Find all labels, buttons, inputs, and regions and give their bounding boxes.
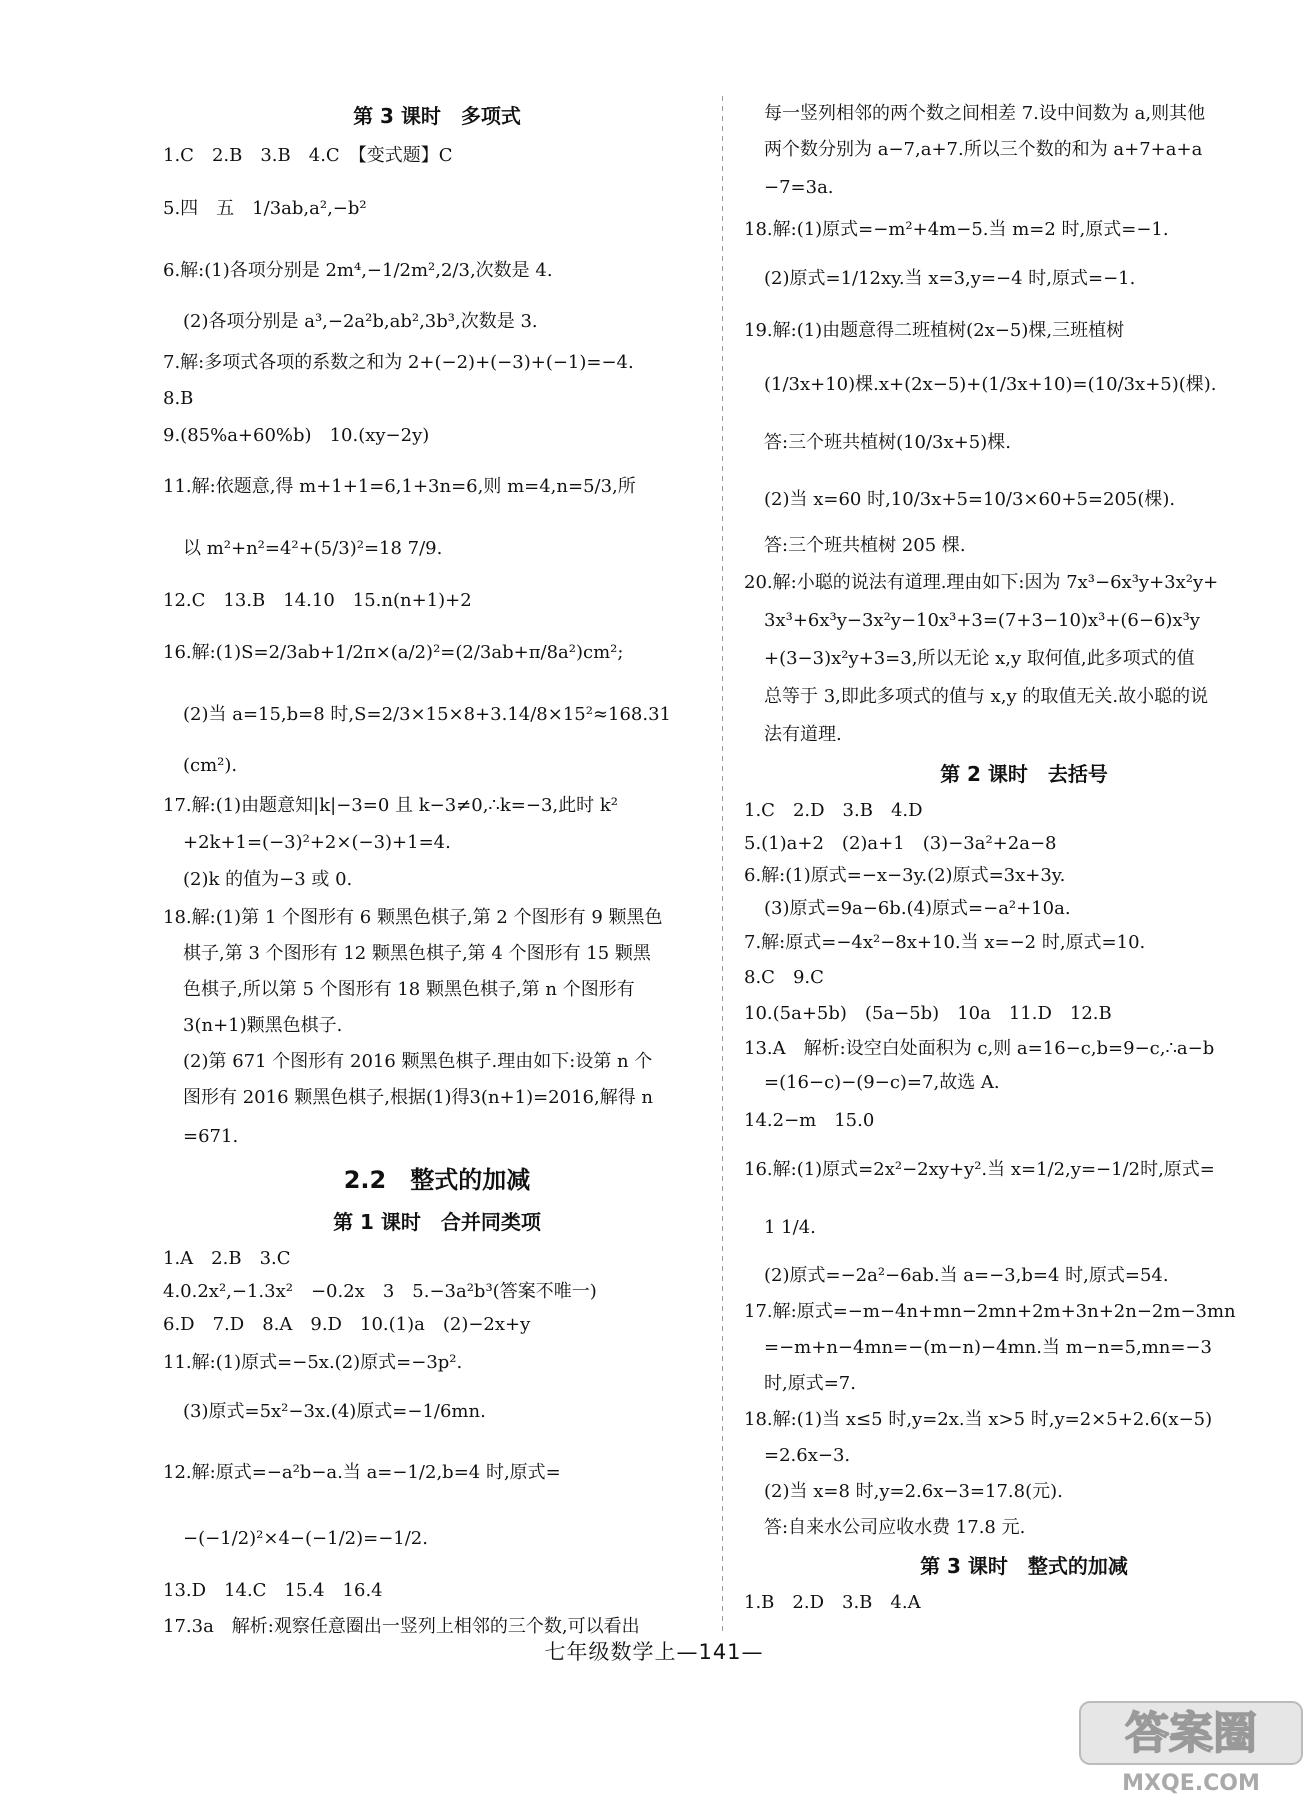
answer-line: −(−1/2)²×4−(−1/2)=−1/2. <box>183 1528 428 1549</box>
answer-line: 图形有 2016 颗黑色棋子,根据(1)得3(n+1)=2016,解得 n <box>183 1087 654 1108</box>
answer-line: 1.C 2.D 3.B 4.D <box>744 800 923 821</box>
answer-line: 8.C 9.C <box>744 967 824 988</box>
right-column <box>744 96 1304 1620</box>
answer-line: =2.6x−3. <box>764 1445 851 1466</box>
answer-line: (cm²). <box>183 755 238 776</box>
answer-line: 答:自来水公司应收水费 17.8 元. <box>764 1517 1026 1538</box>
answer-line: 18.解:(1)当 x≤5 时,y=2x.当 x>5 时,y=2×5+2.6(x−5) <box>744 1409 1213 1430</box>
answer-line: 6.解:(1)各项分别是 2m⁴,−1/2m²,2/3,次数是 4. <box>163 260 553 281</box>
answer-line: 11.解:依题意,得 m+1+1=6,1+3n=6,则 m=4,n=5/3,所 <box>163 476 636 497</box>
answer-line: 13.A 解析:设空白处面积为 c,则 a=16−c,b=9−c,∴a−b <box>744 1038 1215 1059</box>
answer-line: 总等于 3,即此多项式的值与 x,y 的取值无关.故小聪的说 <box>764 686 1209 707</box>
answer-line: 答:三个班共植树(10/3x+5)棵. <box>764 432 1011 453</box>
section-heading: 第 2 课时 去括号 <box>940 762 1108 786</box>
answer-line: 8.B <box>163 388 194 409</box>
answer-line: (2)第 671 个图形有 2016 颗黑色棋子.理由如下:设第 n 个 <box>183 1051 653 1072</box>
answer-line: 6.D 7.D 8.A 9.D 10.(1)a (2)−2x+y <box>163 1314 531 1335</box>
answer-line: +2k+1=(−3)²+2×(−3)+1=4. <box>183 832 451 853</box>
answer-line: 12.解:原式=−a²b−a.当 a=−1/2,b=4 时,原式= <box>163 1462 561 1483</box>
page-footer: 七年级数学上—141— <box>544 1640 764 1664</box>
answer-line: 18.解:(1)第 1 个图形有 6 颗黑色棋子,第 2 个图形有 9 颗黑色 <box>163 907 663 928</box>
answer-line: 13.D 14.C 15.4 16.4 <box>163 1580 383 1601</box>
watermark-logo <box>1078 1698 1304 1796</box>
answer-line: 9.(85%a+60%b) 10.(xy−2y) <box>163 425 430 446</box>
answer-line: (2)原式=−2a²−6ab.当 a=−3,b=4 时,原式=54. <box>764 1265 1169 1286</box>
answer-line: 17.解:原式=−m−4n+mn−2mn+2m+3n+2n−2m−3mn <box>744 1301 1236 1322</box>
answer-line: (2)当 x=8 时,y=2.6x−3=17.8(元). <box>764 1481 1063 1502</box>
answer-line: 时,原式=7. <box>764 1373 856 1394</box>
answer-line: 棋子,第 3 个图形有 12 颗黑色棋子,第 4 个图形有 15 颗黑 <box>183 943 651 964</box>
answer-line: 16.解:(1)原式=2x²−2xy+y².当 x=1/2,y=−1/2时,原式= <box>744 1159 1215 1180</box>
answer-line: 19.解:(1)由题意得二班植树(2x−5)棵,三班植树 <box>744 320 1125 341</box>
answer-line: 法有道理. <box>764 724 842 745</box>
answer-line: (3)原式=5x²−3x.(4)原式=−1/6mn. <box>183 1401 486 1422</box>
answer-line: 3x³+6x³y−3x²y−10x³+3=(7+3−10)x³+(6−6)x³y <box>764 610 1200 631</box>
answer-line: 4.0.2x²,−1.3x² −0.2x 3 5.−3a²b³(答案不唯一) <box>163 1281 597 1302</box>
answer-line: 18.解:(1)原式=−m²+4m−5.当 m=2 时,原式=−1. <box>744 219 1169 240</box>
answer-line: 1.C 2.B 3.B 4.C 【变式题】C <box>163 145 453 166</box>
answer-line: 5.(1)a+2 (2)a+1 (3)−3a²+2a−8 <box>744 833 1057 854</box>
answer-line: 17.3a 解析:观察任意圈出一竖列上相邻的三个数,可以看出 <box>163 1616 640 1637</box>
section-heading: 第 1 课时 合并同类项 <box>333 1210 541 1234</box>
answer-line: +(3−3)x²y+3=3,所以无论 x,y 取何值,此多项式的值 <box>764 648 1195 669</box>
answer-line: (2)当 x=60 时,10/3x+5=10/3×60+5=205(棵). <box>764 489 1176 510</box>
answer-line: =671. <box>183 1126 239 1147</box>
answer-line: =(16−c)−(9−c)=7,故选 A. <box>764 1072 1000 1093</box>
answer-line: (1/3x+10)棵.x+(2x−5)+(1/3x+10)=(10/3x+5)(棵). <box>764 374 1217 395</box>
column-divider <box>722 96 723 1636</box>
answer-line: 14.2−m 15.0 <box>744 1110 875 1131</box>
answer-line: 16.解:(1)S=2/3ab+1/2π×(a/2)²=(2/3ab+π/8a²)cm²; <box>163 642 624 663</box>
answer-line: 6.解:(1)原式=−x−3y.(2)原式=3x+3y. <box>744 865 1066 886</box>
answer-line: 12.C 13.B 14.10 15.n(n+1)+2 <box>163 590 472 611</box>
answer-line: (2)原式=1/12xy.当 x=3,y=−4 时,原式=−1. <box>764 268 1136 289</box>
watermark-brand: 答案圈 <box>1125 1708 1257 1759</box>
answer-line: 5.四 五 1/3ab,a²,−b² <box>163 198 367 219</box>
answer-line: 3(n+1)颗黑色棋子. <box>183 1015 343 1036</box>
answer-line: 答:三个班共植树 205 棵. <box>764 535 966 556</box>
answer-line: (3)原式=9a−6b.(4)原式=−a²+10a. <box>764 898 1071 919</box>
left-column <box>163 96 711 1644</box>
answer-line: 10.(5a+5b) (5a−5b) 10a 11.D 12.B <box>744 1003 1112 1024</box>
watermark-site: MXQE.COM <box>1122 1771 1260 1796</box>
answer-line: 1.B 2.D 3.B 4.A <box>744 1592 921 1613</box>
answer-line: 1.A 2.B 3.C <box>163 1248 291 1269</box>
answer-line: =−m+n−4mn=−(m−n)−4mn.当 m−n=5,mn=−3 <box>764 1337 1212 1358</box>
answer-line: 20.解:小聪的说法有道理.理由如下:因为 7x³−6x³y+3x²y+ <box>744 572 1219 593</box>
answer-line: 17.解:(1)由题意知|k|−3=0 且 k−3≠0,∴k=−3,此时 k² <box>163 795 618 816</box>
answer-line: (2)k 的值为−3 或 0. <box>183 869 353 890</box>
answer-line: 11.解:(1)原式=−5x.(2)原式=−3p². <box>163 1352 463 1373</box>
section-heading: 第 3 课时 整式的加减 <box>920 1554 1128 1578</box>
section-heading: 2.2 整式的加减 <box>343 1166 531 1194</box>
answer-line: 两个数分别为 a−7,a+7.所以三个数的和为 a+7+a+a <box>764 139 1203 160</box>
answer-line: 每一竖列相邻的两个数之间相差 7.设中间数为 a,则其他 <box>764 103 1206 124</box>
section-heading: 第 3 课时 多项式 <box>353 104 521 128</box>
answer-line: 色棋子,所以第 5 个图形有 18 颗黑色棋子,第 n 个图形有 <box>183 979 635 1000</box>
answer-line: 1 1/4. <box>764 1217 816 1238</box>
answer-line: 7.解:多项式各项的系数之和为 2+(−2)+(−3)+(−1)=−4. <box>163 352 634 373</box>
answer-line: 以 m²+n²=4²+(5/3)²=18 7/9. <box>183 538 443 559</box>
answer-line: (2)各项分别是 a³,−2a²b,ab²,3b³,次数是 3. <box>183 311 538 332</box>
answer-line: (2)当 a=15,b=8 时,S=2/3×15×8+3.14/8×15²≈168.31 <box>183 704 672 725</box>
answer-line: −7=3a. <box>764 177 834 198</box>
answer-line: 7.解:原式=−4x²−8x+10.当 x=−2 时,原式=10. <box>744 932 1146 953</box>
